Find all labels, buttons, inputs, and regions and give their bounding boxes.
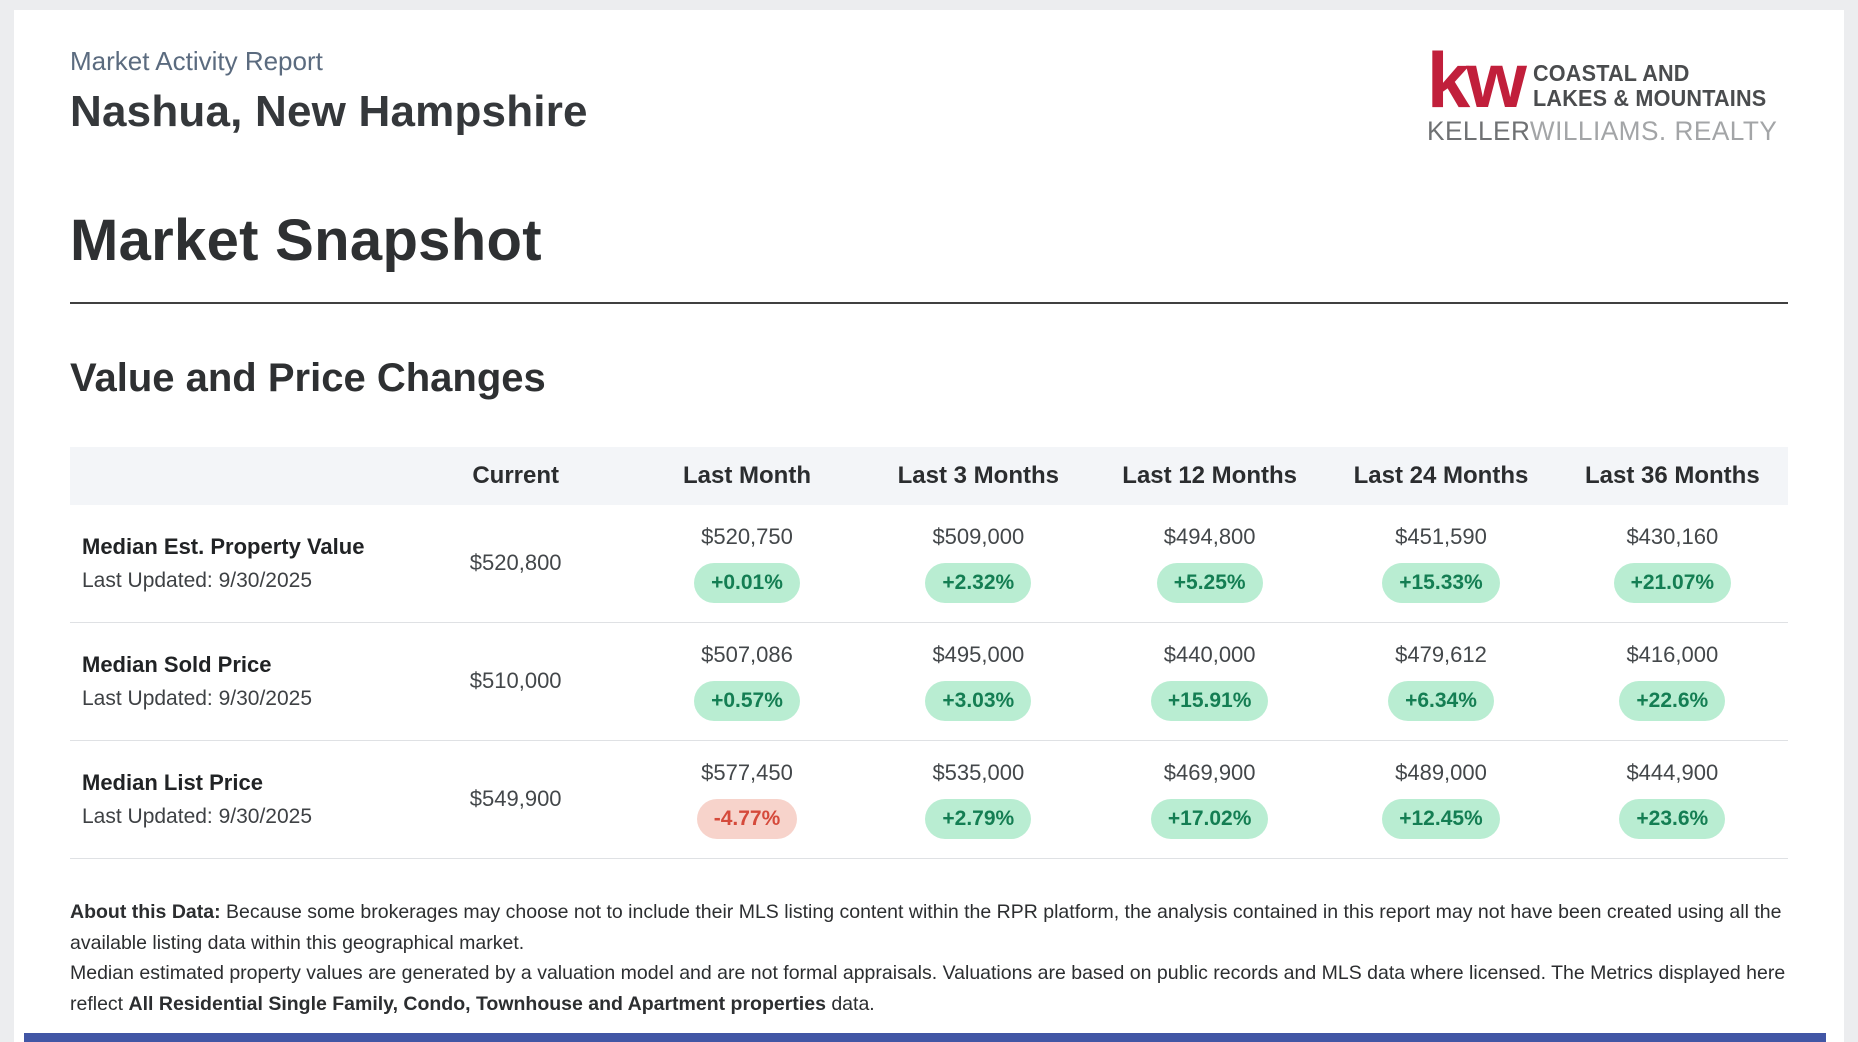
metric-updated: Last Updated: 9/30/2025 [82,804,313,828]
report-header [70,36,1788,147]
kw-logo-row [1426,36,1788,124]
current-value-cell [400,550,631,576]
change-badge: +23.6% [1619,799,1725,839]
change-badge: +0.57% [694,681,800,721]
metric-updated: Last Updated: 9/30/2025 [82,568,313,592]
about-text: Because some brokerages may choose not to include their MLS listing content within the RPR platform, the analysis contained in this report may not have been created using all the available listing data within this geographical market. [70,900,1782,954]
change-badge: +6.34% [1388,681,1494,721]
current-value: $510,000 [469,668,562,694]
cell-value: $535,000 [932,759,1025,785]
column-header-last-month: Last Month [683,461,811,489]
table-row-median-sold-price [70,623,1788,741]
metric-label-cell [70,652,400,711]
table-cell [1094,524,1325,603]
current-value: $549,900 [469,786,562,812]
table-cell [863,760,1094,839]
table-cell [1557,760,1788,839]
change-badge: +22.6% [1619,681,1725,721]
current-value: $520,800 [469,550,562,576]
table-cell [1557,524,1788,603]
table-cell [863,524,1094,603]
table-row-median-est-property-value [70,505,1788,623]
metric-name: Median Est. Property Value [82,533,365,559]
cell-value: $507,086 [701,641,793,667]
change-badge: +0.01% [694,563,800,603]
note-text-end: data. [825,993,875,1016]
brokerage-name-line1: COASTAL AND [1532,60,1690,87]
change-badge: +2.79% [925,799,1031,839]
wordmark-dot: . [1658,115,1667,146]
cell-value: $520,750 [701,523,793,549]
column-header-last-3-months: Last 3 Months [897,461,1059,489]
brokerage-name-line2: LAKES & MOUNTAINS [1532,85,1767,111]
table-cell [1325,760,1556,839]
keller-williams-wordmark [1427,116,1777,147]
change-badge: -4.77% [697,799,798,839]
table-cell [1325,642,1556,721]
page-title: Market Snapshot [70,207,1788,304]
change-badge: +15.33% [1382,563,1500,603]
cell-value: $440,000 [1163,641,1256,667]
change-badge: +2.32% [925,563,1031,603]
change-badge: +21.07% [1614,563,1732,603]
cell-value: $416,000 [1626,641,1719,667]
about-data-note [70,897,1788,1020]
cell-value: $495,000 [932,641,1025,667]
report-type-label: Market Activity Report [70,46,323,76]
wordmark-realty: REALTY [1666,115,1778,146]
cell-value: $509,000 [932,523,1025,549]
table-header-row [70,447,1788,505]
metric-name: Median Sold Price [82,651,272,677]
table-cell [631,524,862,603]
kw-logo-icon: kw [1426,36,1523,124]
report-page [14,10,1844,1042]
value-price-table [70,447,1788,859]
keller-williams-logo [1426,36,1788,147]
cell-value: $451,590 [1395,523,1487,549]
cell-value: $444,900 [1626,759,1719,785]
change-badge: +12.45% [1382,799,1500,839]
metric-label-cell [70,534,400,593]
table-cell [1094,642,1325,721]
metric-updated: Last Updated: 9/30/2025 [82,686,313,710]
wordmark-williams: WILLIAMS [1529,115,1659,146]
about-label: About this Data: [70,900,221,923]
change-badge: +15.91% [1151,681,1269,721]
column-header-last-12-months: Last 12 Months [1122,461,1297,489]
column-header-current: Current [472,461,559,489]
brokerage-name [1533,61,1766,111]
change-badge: +17.02% [1151,799,1269,839]
table-row-median-list-price [70,741,1788,859]
cell-value: $489,000 [1395,759,1487,785]
metric-name: Median List Price [82,769,263,795]
note-bold-text: All Residential Single Family, Condo, Townhouse and Apartment properties [128,993,826,1016]
cell-value: $494,800 [1163,523,1256,549]
table-cell [631,760,862,839]
valuation-note-paragraph [70,958,1788,1020]
cell-value: $430,160 [1626,523,1719,549]
current-value-cell [400,786,631,812]
change-badge: +5.25% [1157,563,1263,603]
cell-value: $469,900 [1163,759,1256,785]
table-cell [1557,642,1788,721]
change-badge: +3.03% [925,681,1031,721]
table-cell [1325,524,1556,603]
page-footer-bar [24,1033,1826,1042]
report-location-title: Nashua, New Hampshire [70,87,588,136]
column-header-last-36-months: Last 36 Months [1584,461,1760,489]
metric-label-cell [70,770,400,829]
table-cell [863,642,1094,721]
wordmark-keller: KELLER [1426,115,1530,146]
report-title-block [70,46,588,137]
section-title: Value and Price Changes [70,355,546,400]
current-value-cell [400,668,631,694]
column-header-last-24-months: Last 24 Months [1353,461,1529,489]
table-cell [1094,760,1325,839]
cell-value: $479,612 [1395,641,1487,667]
about-paragraph [70,897,1788,959]
note-text: Median estimated property values are generated by a valuation model and are not formal appraisals. Valuations are based on public records and MLS data where licensed. The Metrics displayed here reflect [70,962,1786,1016]
table-cell [631,642,862,721]
cell-value: $577,450 [701,759,793,785]
